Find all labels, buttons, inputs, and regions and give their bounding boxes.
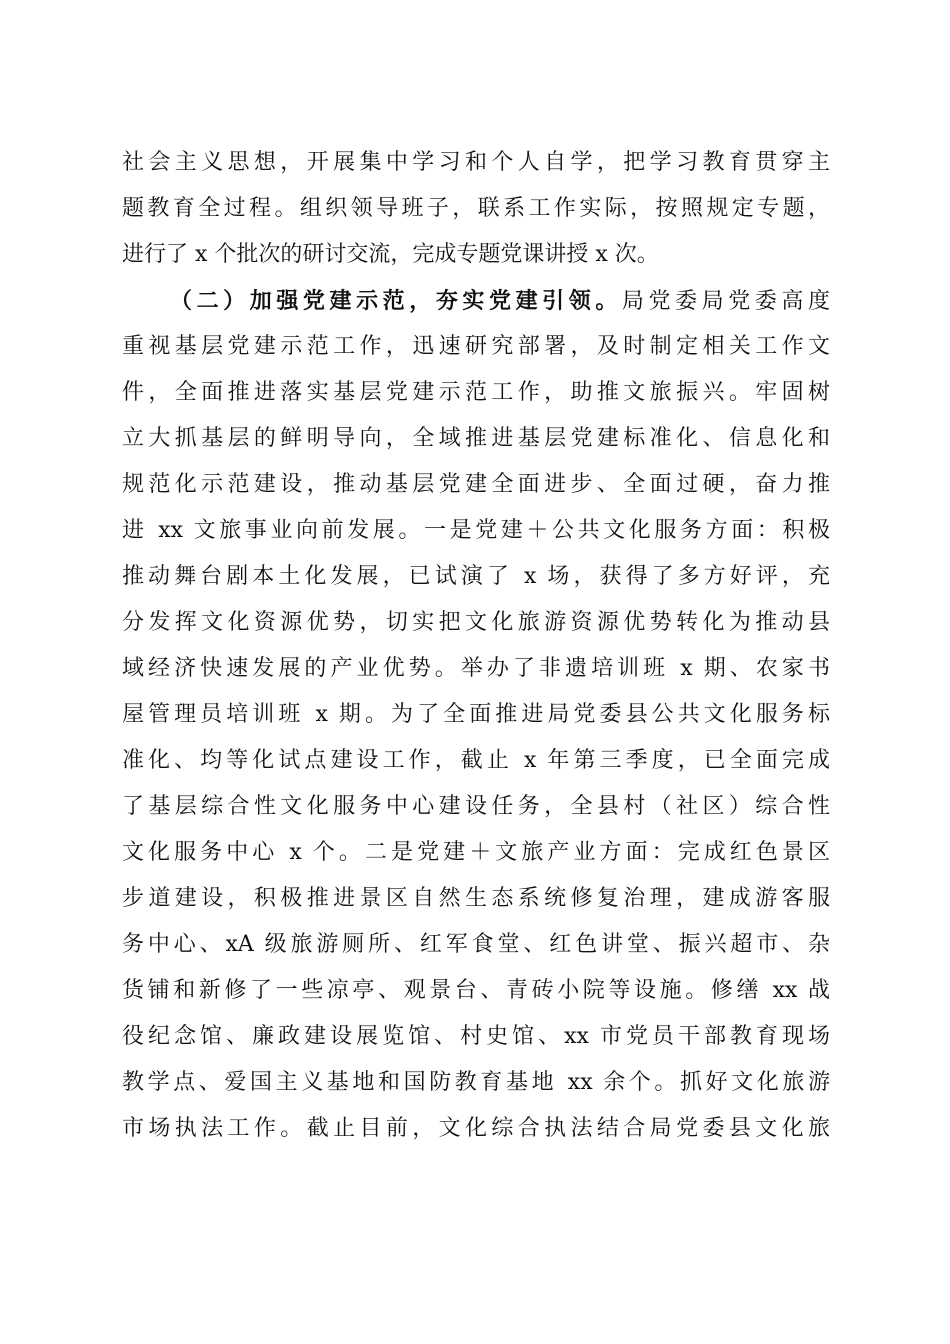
paragraph-line: 教学点、爱国主义基地和国防教育基地 xx 余个。抓好文化旅游 bbox=[122, 1070, 830, 1095]
section-heading: （二）加强党建示范，夯实党建引领。 bbox=[170, 288, 622, 314]
paragraph-line-rest: 局党委局党委高度 bbox=[621, 289, 830, 314]
paragraph-first-line bbox=[122, 278, 830, 324]
paragraph-line: 域经济快速发展的产业优势。举办了非遗培训班 x 期、农家书 bbox=[122, 656, 830, 681]
paragraph-line: 社会主义思想，开展集中学习和个人自学，把学习教育贯穿主 bbox=[122, 150, 830, 175]
paragraph-line: 推动舞台剧本土化发展，已试演了 x 场，获得了多方好评，充 bbox=[122, 564, 830, 589]
paragraph-line: 件，全面推进落实基层党建示范工作，助推文旅振兴。牢固树 bbox=[122, 380, 830, 405]
paragraph-line: 进 xx 文旅事业向前发展。一是党建＋公共文化服务方面：积极 bbox=[122, 518, 830, 543]
paragraph-line: 立大抓基层的鲜明导向，全域推进基层党建标准化、信息化和 bbox=[122, 426, 830, 451]
paragraph-line: 务中心、xA 级旅游厕所、红军食堂、红色讲堂、振兴超市、杂 bbox=[122, 932, 830, 957]
paragraph-line: 重视基层党建示范工作，迅速研究部署，及时制定相关工作文 bbox=[122, 334, 830, 359]
paragraph-line: 题教育全过程。组织领导班子，联系工作实际，按照规定专题， bbox=[122, 196, 830, 221]
paragraph-line: 步道建设，积极推进景区自然生态系统修复治理，建成游客服 bbox=[122, 886, 830, 911]
paragraph-party-building-demonstration bbox=[122, 278, 830, 1152]
paragraph-line: 市场执法工作。截止目前，文化综合执法结合局党委县文化旅 bbox=[122, 1116, 830, 1141]
paragraph-line: 役纪念馆、廉政建设展览馆、村史馆、xx 市党员干部教育现场 bbox=[122, 1024, 830, 1049]
paragraph-line: 文化服务中心 x 个。二是党建＋文旅产业方面：完成红色景区 bbox=[122, 840, 830, 865]
paragraph-line: 分发挥文化资源优势，切实把文化旅游资源优势转化为推动县 bbox=[122, 610, 830, 635]
document-body bbox=[122, 140, 830, 1152]
paragraph-line: 了基层综合性文化服务中心建设任务，全县村（社区）综合性 bbox=[122, 794, 830, 819]
paragraph-line: 屋管理员培训班 x 期。为了全面推进局党委县公共文化服务标 bbox=[122, 702, 830, 727]
paragraph-line: 进行了 x 个批次的研讨交流，完成专题党课讲授 x 次。 bbox=[122, 242, 659, 267]
paragraph-line: 准化、均等化试点建设工作，截止 x 年第三季度，已全面完成 bbox=[122, 748, 830, 773]
paragraph-line: 规范化示范建设，推动基层党建全面进步、全面过硬，奋力推 bbox=[122, 472, 830, 497]
paragraph-line: 货铺和新修了一些凉亭、观景台、青砖小院等设施。修缮 xx 战 bbox=[122, 978, 830, 1003]
paragraph-study-education bbox=[122, 140, 830, 278]
